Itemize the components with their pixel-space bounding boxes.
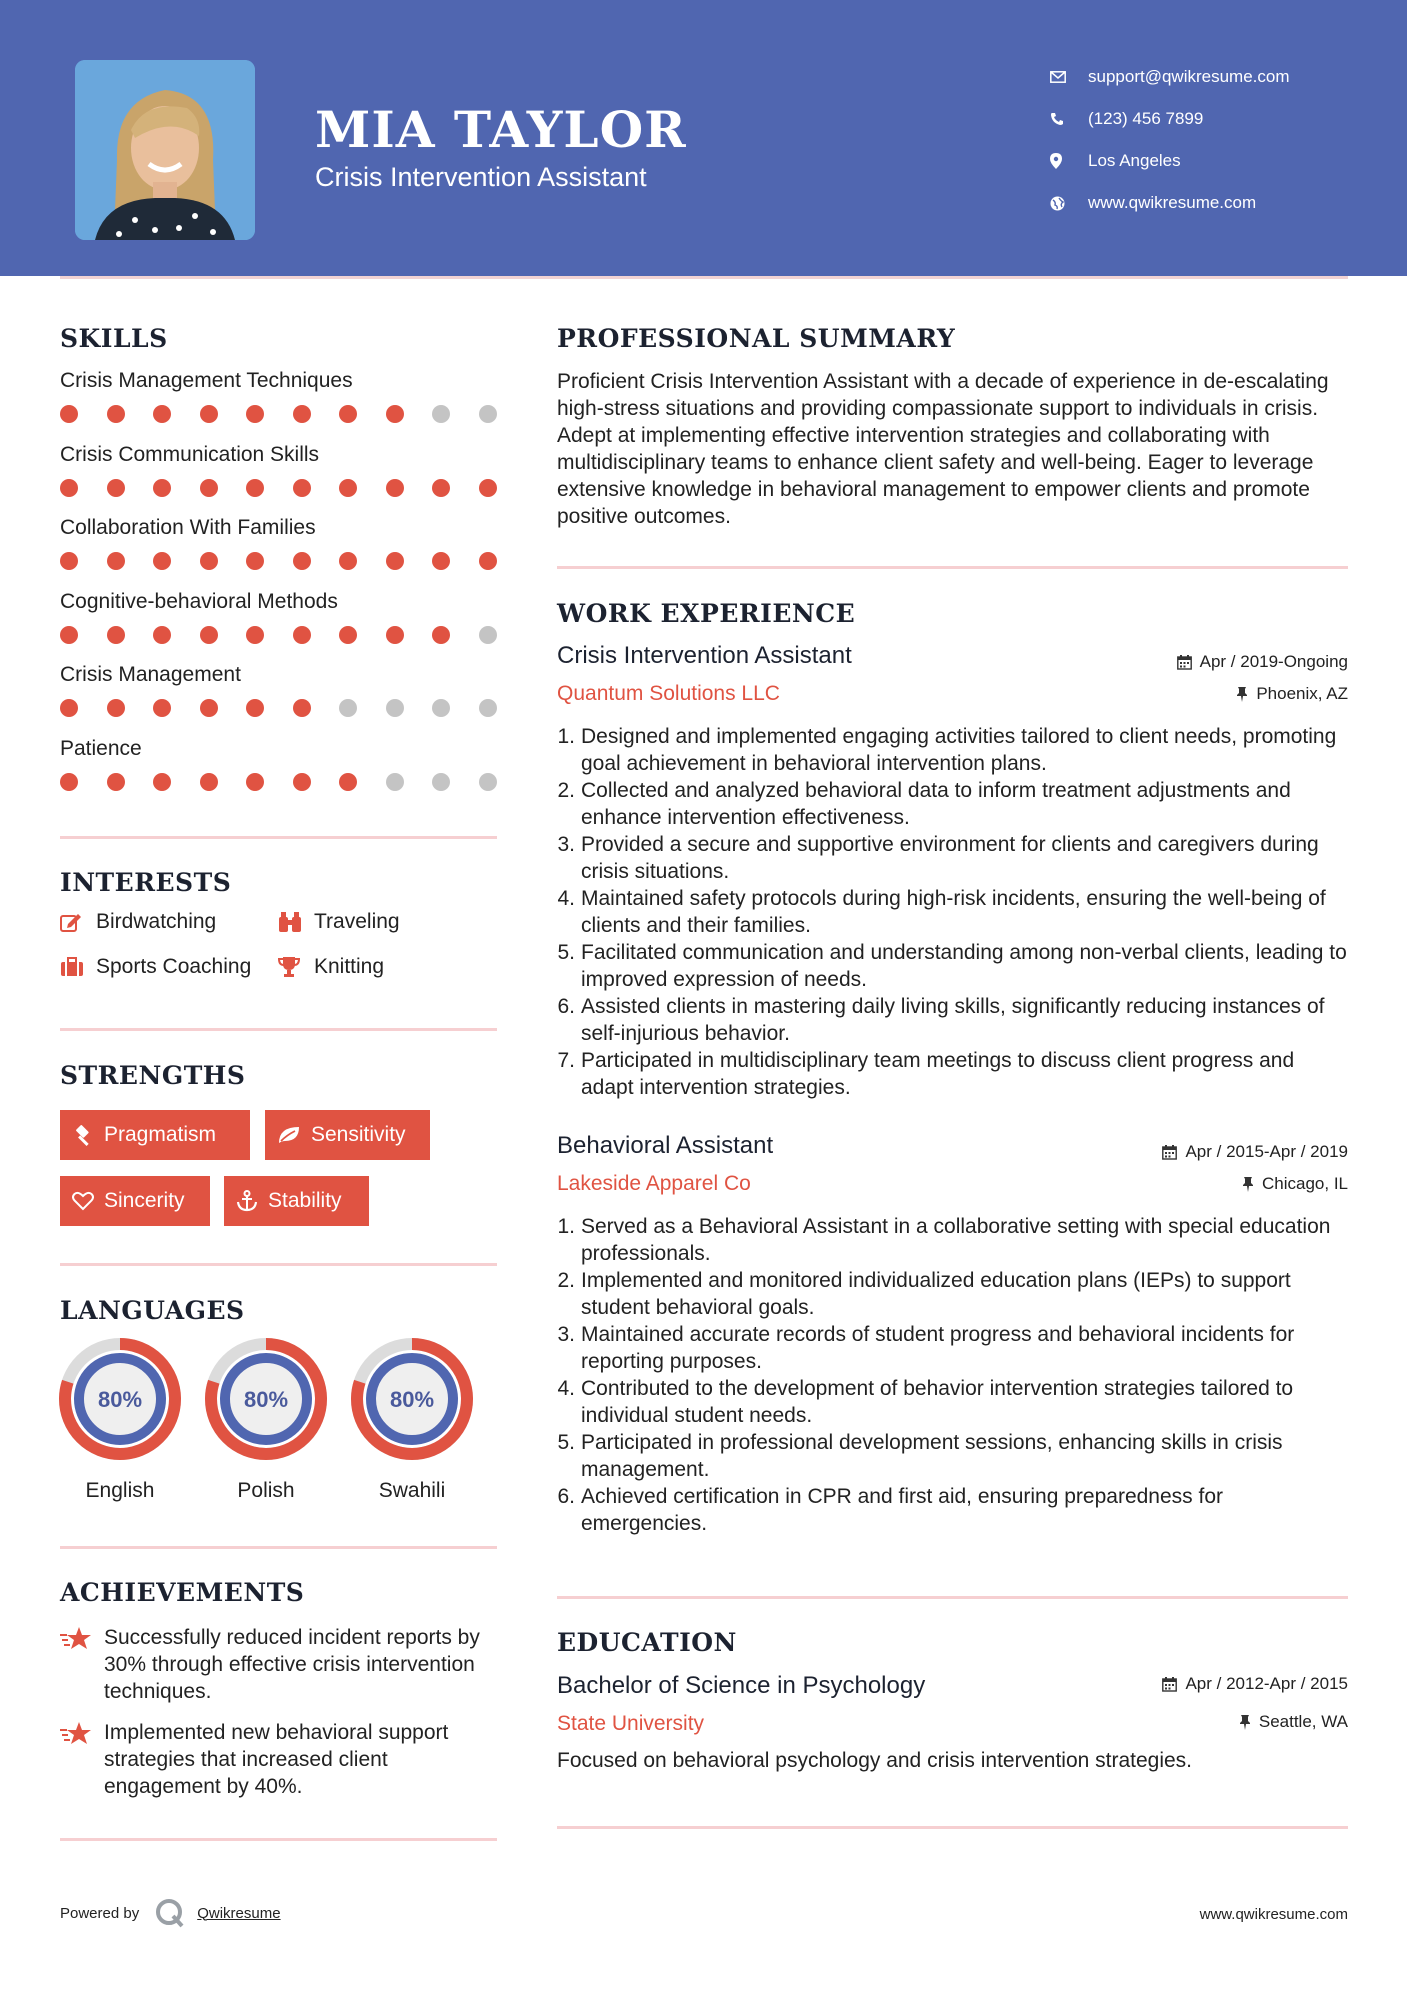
responsibility-text: Achieved certification in CPR and first aid, ensuring preparedness for emergencies. bbox=[581, 1485, 1223, 1535]
rating-dot-filled bbox=[60, 552, 78, 570]
list-number: 2. bbox=[557, 779, 575, 802]
contact-location-text: Los Angeles bbox=[1088, 151, 1181, 170]
list-number: 1. bbox=[557, 725, 575, 748]
rating-dot-filled bbox=[60, 405, 78, 423]
education-location-text: Seattle, WA bbox=[1258, 1712, 1348, 1731]
gavel-icon bbox=[72, 1124, 94, 1146]
rating-dot-filled bbox=[200, 699, 218, 717]
skill-rating bbox=[60, 552, 525, 570]
list-number: 6. bbox=[557, 1485, 575, 1508]
achievement-item bbox=[60, 1624, 494, 1705]
calendar-icon bbox=[1162, 1677, 1177, 1692]
skill-name: Crisis Communication Skills bbox=[60, 442, 320, 466]
rating-dot-filled bbox=[293, 626, 311, 644]
footer-website[interactable]: www.qwikresume.com bbox=[1199, 1906, 1348, 1923]
rating-dot-filled bbox=[107, 699, 125, 717]
rating-dot-filled bbox=[293, 773, 311, 791]
rating-dot-filled bbox=[153, 699, 171, 717]
job-dates bbox=[1177, 652, 1348, 672]
rating-dot-filled bbox=[200, 552, 218, 570]
list-number: 7. bbox=[557, 1049, 575, 1072]
interests-heading: INTERESTS bbox=[60, 868, 232, 897]
rating-dot-filled bbox=[107, 479, 125, 497]
list-number: 5. bbox=[557, 941, 575, 964]
job-location bbox=[1242, 1174, 1348, 1194]
skill-rating bbox=[60, 479, 525, 497]
education-location bbox=[1239, 1712, 1348, 1732]
rating-dot-empty bbox=[432, 405, 450, 423]
heart-icon bbox=[72, 1191, 94, 1211]
interests-divider bbox=[60, 1028, 497, 1031]
suitcase-icon bbox=[60, 957, 96, 977]
strength-label: Sensitivity bbox=[311, 1123, 406, 1146]
contact-website[interactable] bbox=[1050, 182, 1290, 224]
pushpin-icon bbox=[1236, 687, 1248, 702]
rating-dot-filled bbox=[246, 479, 264, 497]
strengths-divider bbox=[60, 1263, 497, 1266]
interest-item-birdwatching bbox=[60, 910, 216, 934]
list-number: 4. bbox=[557, 1377, 575, 1400]
interest-label: Knitting bbox=[314, 955, 385, 978]
rating-dot-filled bbox=[153, 479, 171, 497]
job-location-text: Phoenix, AZ bbox=[1256, 684, 1348, 703]
strength-tag-pragmatism bbox=[60, 1110, 250, 1160]
rating-dot-filled bbox=[386, 479, 404, 497]
rating-dot-filled bbox=[339, 479, 357, 497]
rating-dot-filled bbox=[432, 552, 450, 570]
achievements-heading: ACHIEVEMENTS bbox=[60, 1578, 305, 1607]
interest-item-knitting bbox=[278, 955, 384, 979]
rating-dot-filled bbox=[153, 405, 171, 423]
list-number: 1. bbox=[557, 1215, 575, 1238]
phone-icon bbox=[1050, 112, 1088, 126]
strength-tag-stability bbox=[224, 1176, 369, 1226]
rating-dot-filled bbox=[386, 552, 404, 570]
responsibility-text: Maintained accurate records of student progress and behavioral incidents for reporting purposes. bbox=[581, 1323, 1295, 1373]
language-name: Swahili bbox=[378, 1479, 446, 1502]
summary-divider bbox=[557, 566, 1348, 569]
globe-icon bbox=[1050, 196, 1088, 211]
language-donut bbox=[59, 1338, 181, 1460]
list-number: 6. bbox=[557, 995, 575, 1018]
calendar-icon bbox=[1162, 1145, 1177, 1160]
leaf-icon bbox=[277, 1125, 301, 1145]
strength-label: Sincerity bbox=[104, 1189, 185, 1212]
responsibility-text: Facilitated communication and understanding among non-verbal clients, leading to improved expression of needs. bbox=[581, 941, 1347, 991]
qwikresume-link[interactable]: Qwikresume bbox=[197, 1904, 281, 1922]
map-pin-icon bbox=[1050, 153, 1088, 169]
contact-phone-text: (123) 456 7899 bbox=[1088, 109, 1204, 128]
job-dates-text: Apr / 2015-Apr / 2019 bbox=[1185, 1142, 1348, 1161]
strength-tag-sincerity bbox=[60, 1176, 210, 1226]
rating-dot-filled bbox=[339, 626, 357, 644]
profile-photo bbox=[75, 60, 255, 240]
strengths-heading: STRENGTHS bbox=[60, 1061, 246, 1090]
languages-divider bbox=[60, 1546, 497, 1549]
rating-dot-empty bbox=[479, 405, 497, 423]
skill-name: Cognitive-behavioral Methods bbox=[60, 589, 338, 613]
rating-dot-filled bbox=[200, 479, 218, 497]
job-responsibilities bbox=[557, 723, 1352, 1101]
achievements-divider bbox=[60, 1838, 497, 1841]
rating-dot-filled bbox=[60, 699, 78, 717]
candidate-title: Crisis Intervention Assistant bbox=[315, 162, 647, 192]
responsibility-item bbox=[557, 1321, 1352, 1375]
rating-dot-empty bbox=[479, 626, 497, 644]
trophy-icon bbox=[278, 956, 314, 978]
skill-rating bbox=[60, 405, 525, 423]
envelope-icon bbox=[1050, 71, 1088, 83]
education-divider bbox=[557, 1826, 1348, 1829]
resume-header bbox=[0, 0, 1407, 276]
skill-rating bbox=[60, 699, 525, 717]
responsibility-text: Served as a Behavioral Assistant in a collaborative setting with special education professionals. bbox=[581, 1215, 1331, 1265]
responsibility-text: Designed and implemented engaging activities tailored to client needs, promoting goal achievement in behavioral intervention plans. bbox=[581, 725, 1337, 775]
rating-dot-filled bbox=[153, 552, 171, 570]
calendar-icon bbox=[1177, 655, 1192, 670]
responsibility-item bbox=[557, 1375, 1352, 1429]
donut-label: 80% bbox=[243, 1387, 289, 1412]
contact-list bbox=[1050, 56, 1290, 224]
skill-rating bbox=[60, 773, 525, 791]
rating-dot-filled bbox=[293, 479, 311, 497]
education-description: Focused on behavioral psychology and crisis intervention strategies. bbox=[557, 1749, 1193, 1772]
school-name: State University bbox=[557, 1712, 705, 1735]
edit-icon bbox=[60, 912, 96, 932]
contact-email-text: support@qwikresume.com bbox=[1088, 67, 1290, 86]
responsibility-text: Provided a secure and supportive environment for clients and caregivers during crisis situations. bbox=[581, 833, 1319, 883]
rating-dot-filled bbox=[60, 626, 78, 644]
rating-dot-empty bbox=[479, 773, 497, 791]
contact-website-text: www.qwikresume.com bbox=[1088, 193, 1257, 212]
language-name: English bbox=[85, 1479, 155, 1502]
rating-dot-filled bbox=[293, 552, 311, 570]
rating-dot-empty bbox=[432, 773, 450, 791]
responsibility-text: Collected and analyzed behavioral data to inform treatment adjustments and enhance intervention effectiveness. bbox=[581, 779, 1291, 829]
rating-dot-empty bbox=[432, 699, 450, 717]
skill-name: Crisis Management Techniques bbox=[60, 369, 353, 392]
responsibility-text: Maintained safety protocols during high-risk incidents, ensuring the well-being of clients and their families. bbox=[581, 887, 1326, 937]
responsibility-item bbox=[557, 1213, 1352, 1267]
job-responsibilities bbox=[557, 1213, 1352, 1537]
rating-dot-filled bbox=[107, 552, 125, 570]
responsibility-item bbox=[557, 939, 1352, 993]
list-number: 3. bbox=[557, 833, 575, 856]
binoculars-icon bbox=[278, 911, 314, 933]
strength-tag-sensitivity bbox=[265, 1110, 430, 1160]
list-number: 4. bbox=[557, 887, 575, 910]
rating-dot-filled bbox=[107, 405, 125, 423]
rating-dot-filled bbox=[339, 773, 357, 791]
job-location bbox=[1236, 684, 1348, 704]
language-donut bbox=[205, 1338, 327, 1460]
rating-dot-filled bbox=[246, 405, 264, 423]
education-dates bbox=[1162, 1674, 1348, 1694]
rating-dot-filled bbox=[107, 626, 125, 644]
rating-dot-filled bbox=[246, 626, 264, 644]
list-number: 5. bbox=[557, 1431, 575, 1454]
job-location-text: Chicago, IL bbox=[1262, 1174, 1348, 1193]
contact-location bbox=[1050, 140, 1290, 182]
company-name: Quantum Solutions LLC bbox=[557, 682, 780, 705]
experience-divider bbox=[557, 1596, 1348, 1599]
list-number: 3. bbox=[557, 1323, 575, 1346]
rating-dot-filled bbox=[479, 479, 497, 497]
responsibility-item bbox=[557, 993, 1352, 1047]
responsibility-item bbox=[557, 1047, 1352, 1101]
achievement-text: Successfully reduced incident reports by 30% through effective crisis intervention techniques. bbox=[104, 1626, 480, 1703]
footer-powered-by bbox=[60, 1898, 281, 1928]
rating-dot-filled bbox=[200, 626, 218, 644]
rating-dot-empty bbox=[479, 699, 497, 717]
contact-email[interactable] bbox=[1050, 56, 1290, 98]
rating-dot-filled bbox=[60, 773, 78, 791]
rating-dot-filled bbox=[200, 773, 218, 791]
strength-label: Stability bbox=[268, 1189, 342, 1212]
responsibility-text: Contributed to the development of behavior intervention strategies tailored to individual student needs. bbox=[581, 1377, 1294, 1427]
responsibility-item bbox=[557, 885, 1352, 939]
rating-dot-filled bbox=[432, 479, 450, 497]
interest-label: Sports Coaching bbox=[96, 955, 252, 978]
interest-label: Birdwatching bbox=[96, 910, 217, 933]
achievement-item bbox=[60, 1719, 494, 1800]
rating-dot-filled bbox=[200, 405, 218, 423]
rating-dot-filled bbox=[293, 699, 311, 717]
job-dates-text: Apr / 2019-Ongoing bbox=[1199, 652, 1348, 671]
pushpin-icon bbox=[1242, 1177, 1254, 1192]
summary-text: Proficient Crisis Intervention Assistant with a decade of experience in de-escalating high-stress situations and providing compassionate support to individuals in crisis. Adept at implementing effective intervention strategies and collaborating with multidisciplinary teams to enhance client safety and well-being. Eager to leverage extensive knowledge in behavioral management to empower clients and promote positive outcomes. bbox=[557, 370, 1329, 528]
skills-divider bbox=[60, 836, 497, 839]
rating-dot-filled bbox=[339, 405, 357, 423]
education-heading: EDUCATION bbox=[557, 1628, 737, 1657]
responsibility-item bbox=[557, 1429, 1352, 1483]
rating-dot-filled bbox=[153, 773, 171, 791]
education-dates-text: Apr / 2012-Apr / 2015 bbox=[1185, 1674, 1348, 1693]
responsibility-item bbox=[557, 723, 1352, 777]
responsibility-item bbox=[557, 1483, 1352, 1537]
rating-dot-filled bbox=[153, 626, 171, 644]
language-item bbox=[59, 1338, 181, 1503]
responsibility-item bbox=[557, 831, 1352, 885]
rating-dot-filled bbox=[246, 773, 264, 791]
star-badge-icon bbox=[60, 1719, 104, 1800]
responsibility-item bbox=[557, 777, 1352, 831]
strength-label: Pragmatism bbox=[104, 1123, 217, 1146]
rating-dot-filled bbox=[432, 626, 450, 644]
achievement-text: Implemented new behavioral support strategies that increased client engagement by 40%. bbox=[104, 1721, 449, 1798]
list-number: 2. bbox=[557, 1269, 575, 1292]
rating-dot-empty bbox=[386, 699, 404, 717]
responsibility-text: Participated in professional development sessions, enhancing skills in crisis management. bbox=[581, 1431, 1283, 1481]
rating-dot-empty bbox=[339, 699, 357, 717]
responsibility-text: Participated in multidisciplinary team meetings to discuss client progress and adapt intervention strategies. bbox=[581, 1049, 1295, 1099]
qwikresume-logo-icon bbox=[155, 1898, 185, 1928]
language-item bbox=[351, 1338, 473, 1503]
anchor-icon bbox=[236, 1190, 258, 1212]
responsibility-text: Implemented and monitored individualized education plans (IEPs) to support student behavioral goals. bbox=[581, 1269, 1291, 1319]
job-title: Crisis Intervention Assistant bbox=[557, 642, 852, 669]
rating-dot-empty bbox=[386, 773, 404, 791]
interest-item-traveling bbox=[278, 910, 400, 934]
language-donut bbox=[351, 1338, 473, 1460]
skill-name: Patience bbox=[60, 736, 142, 760]
rating-dot-filled bbox=[339, 552, 357, 570]
interest-item-sports-coaching bbox=[60, 955, 251, 979]
powered-by-label: Powered by bbox=[60, 1904, 140, 1922]
skill-name: Crisis Management bbox=[60, 663, 241, 686]
rating-dot-filled bbox=[386, 405, 404, 423]
donut-label: 80% bbox=[97, 1387, 143, 1412]
header-divider bbox=[60, 276, 1348, 279]
rating-dot-filled bbox=[246, 552, 264, 570]
rating-dot-filled bbox=[386, 626, 404, 644]
rating-dot-filled bbox=[479, 552, 497, 570]
job-dates bbox=[1162, 1142, 1348, 1162]
responsibility-text: Assisted clients in mastering daily living skills, significantly reducing instances of self-injurious behavior. bbox=[581, 995, 1325, 1045]
company-name: Lakeside Apparel Co bbox=[557, 1172, 751, 1195]
donut-label: 80% bbox=[389, 1387, 435, 1412]
degree-title: Bachelor of Science in Psychology bbox=[557, 1672, 926, 1699]
rating-dot-filled bbox=[107, 773, 125, 791]
contact-phone[interactable] bbox=[1050, 98, 1290, 140]
language-name: Polish bbox=[237, 1479, 295, 1502]
experience-heading: WORK EXPERIENCE bbox=[557, 599, 856, 628]
skills-heading: SKILLS bbox=[60, 324, 168, 353]
star-badge-icon bbox=[60, 1624, 104, 1705]
languages-heading: LANGUAGES bbox=[60, 1296, 245, 1325]
interest-label: Traveling bbox=[314, 910, 400, 933]
skill-rating bbox=[60, 626, 525, 644]
rating-dot-filled bbox=[60, 479, 78, 497]
job-title: Behavioral Assistant bbox=[557, 1132, 774, 1159]
candidate-name: MIA TAYLOR bbox=[315, 100, 687, 159]
rating-dot-filled bbox=[293, 405, 311, 423]
skill-name: Collaboration With Families bbox=[60, 516, 316, 539]
pushpin-icon bbox=[1239, 1715, 1251, 1730]
language-item bbox=[205, 1338, 327, 1503]
summary-heading: PROFESSIONAL SUMMARY bbox=[557, 324, 956, 353]
rating-dot-filled bbox=[246, 699, 264, 717]
responsibility-item bbox=[557, 1267, 1352, 1321]
